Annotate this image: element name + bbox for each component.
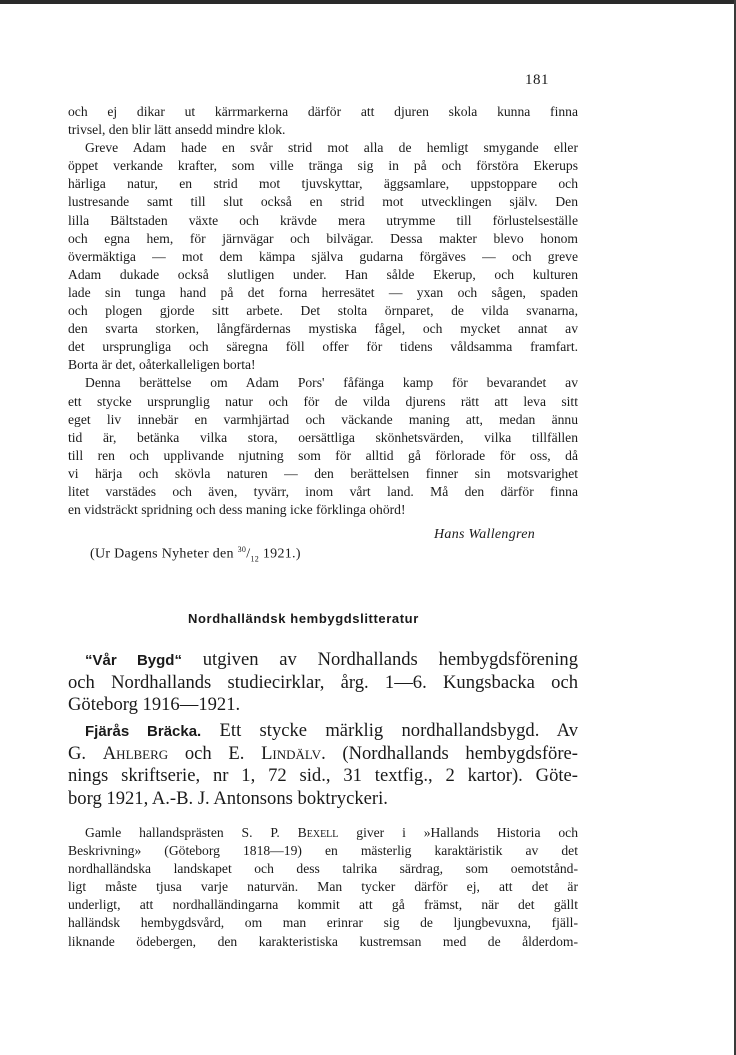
source-year: 1921.) — [259, 546, 301, 562]
entry-text: . (Nordhallands hembygdsföre- — [321, 742, 578, 764]
review-body — [68, 824, 578, 951]
article-body — [68, 103, 578, 519]
text-line: till ren och upplivande njutning som för alltid gå förlorade för oss, då — [68, 447, 578, 463]
author-name: Ahlberg — [102, 742, 169, 764]
text-line: och plogen gjorde sitt arbete. Det stolta örnparet, de vilda svanarna, — [68, 303, 578, 319]
page-number: 181 — [525, 72, 549, 88]
text-line: öppet verkande krafter, som ville tränga sig in på och förstöra Ekerups — [68, 158, 578, 174]
text-line: Borta är det, oåterkalleligen borta! — [68, 357, 256, 373]
source-day: 30 — [237, 545, 247, 554]
entry-line: Göteborg 1916—1921. — [68, 694, 241, 715]
text-line — [68, 824, 578, 842]
text-line: nordhalländska landskapet och dess talrika särdrag, som oemotstånd- — [68, 861, 578, 877]
text-line: tid är, betänka vilka stora, oersättliga skönhetsvärden, vilka tillfällen — [68, 429, 578, 445]
person-name: Bexell — [297, 825, 339, 840]
entry-text: Ett stycke märklig nordhallandsbygd. Av — [201, 720, 578, 741]
entry-text: G. — [68, 742, 103, 764]
paragraph-2 — [68, 139, 578, 374]
text-line: underligt, att nordhalländingarna kommit att gå främst, när det gällt — [68, 897, 578, 913]
author-name: Lindälv — [261, 742, 322, 764]
source-month: 12 — [250, 554, 260, 564]
entry-line — [68, 743, 578, 766]
text: Gamle hallandsprästen S. P. — [85, 825, 298, 840]
entry-line: nings skriftserie, nr 1, 72 sid., 31 textfig., 2 kartor). Göte- — [68, 765, 578, 786]
source-text: (Ur Dagens Nyheter den — [90, 546, 238, 562]
review-paragraph — [68, 824, 578, 951]
text-line: Denna berättelse om Adam Pors' fåfänga kamp för bevarandet av — [85, 375, 578, 391]
text-line: det ursprungliga och säregna föll offer för tidens våldsamma framfart. — [68, 339, 578, 355]
text: giver i »Hallands Historia och — [338, 825, 578, 840]
entry-title: “Vår Bygd“ — [85, 652, 182, 669]
text-line: lustresande samt till slut också en strid mot utvecklingen själv. Den — [68, 194, 578, 210]
text-line: lade sin tunga hand på det forna herresätet — yxan och sågen, spaden — [68, 284, 578, 300]
paragraph-1 — [68, 103, 578, 139]
entry-var-bygd — [68, 649, 578, 717]
text-line: och ej dikar ut kärrmarkerna därför att djuren skola kunna finna — [68, 104, 578, 119]
section-title: Nordhalländsk hembygdslitteratur — [188, 611, 419, 626]
entry-line — [68, 649, 578, 672]
text-line: ett stycke ursprunglig natur och för de vilda djurens rätt att leva sitt — [68, 393, 578, 409]
text-line: Greve Adam hade en svår strid mot alla de hemligt smygande eller — [85, 140, 578, 156]
text-line: Adam dukade också slutligen under. Han sålde Ekerup, och kulturen — [68, 266, 578, 282]
entry-text: och E. — [168, 742, 262, 764]
scan-edge-top — [0, 0, 736, 4]
text-line: ligt måste tjusa varje naturvän. Man tycker därför ej, att det är — [68, 879, 578, 895]
text-line: lilla Bältstaden växte och krävde mera utrymme till förlustelseställe — [68, 212, 578, 228]
paragraph-3 — [68, 374, 578, 519]
entry-line — [68, 720, 578, 743]
text-line: en vidsträckt spridning och dess maning icke förklinga ohörd! — [68, 502, 406, 518]
source-citation — [90, 545, 301, 563]
text-line: härliga natur, en strid mot tjuvskyttar, äggsamlare, uppstoppare och — [68, 176, 578, 192]
text-line: Beskrivning» (Göteborg 1818—19) en mästerlig karaktäristik av det — [68, 843, 578, 859]
text-line: trivsel, den blir lätt ansedd mindre klok. — [68, 122, 286, 138]
text-line: den svarta storken, långfärdernas mystiska fågel, och mycket annat av — [68, 321, 578, 337]
text-line: liknande ödebergen, den karakteristiska kustremsan med de ålderdom- — [68, 933, 578, 949]
text-line: vi härja och skövla naturen — den berättelsen finner sin motsvarighet — [68, 465, 578, 481]
text-line: övermäktiga — mot dem kämpa själva gudarna förgäves — och greve — [68, 248, 578, 264]
text-line: och egna hem, för järnvägar och bilvägar. Dessa makter blevo honom — [68, 230, 578, 246]
entry-line: och Nordhallands studiecirklar, årg. 1—6. Kungsbacka och — [68, 671, 578, 693]
entry-title: Fjärås Bräcka. — [85, 723, 202, 740]
entry-line: borg 1921, A.-B. J. Antonsons boktryckeri. — [68, 787, 388, 809]
entry-text: utgiven av Nordhallands hembygdsförening — [181, 649, 578, 670]
source-slash: / — [246, 546, 251, 562]
author-signature: Hans Wallengren — [434, 527, 536, 542]
entry-fjaras-bracka — [68, 720, 578, 810]
text-line: eget liv innebär en varmhjärtad och väckande maning att, medan ännu — [68, 411, 578, 427]
text-line: litet varstädes och även, tyvärr, inom vårt land. Må den därför finna — [68, 483, 578, 499]
text-line: halländsk hembygdsvård, om man erinrar sig de ljungbevuxna, fjäll- — [68, 915, 578, 931]
